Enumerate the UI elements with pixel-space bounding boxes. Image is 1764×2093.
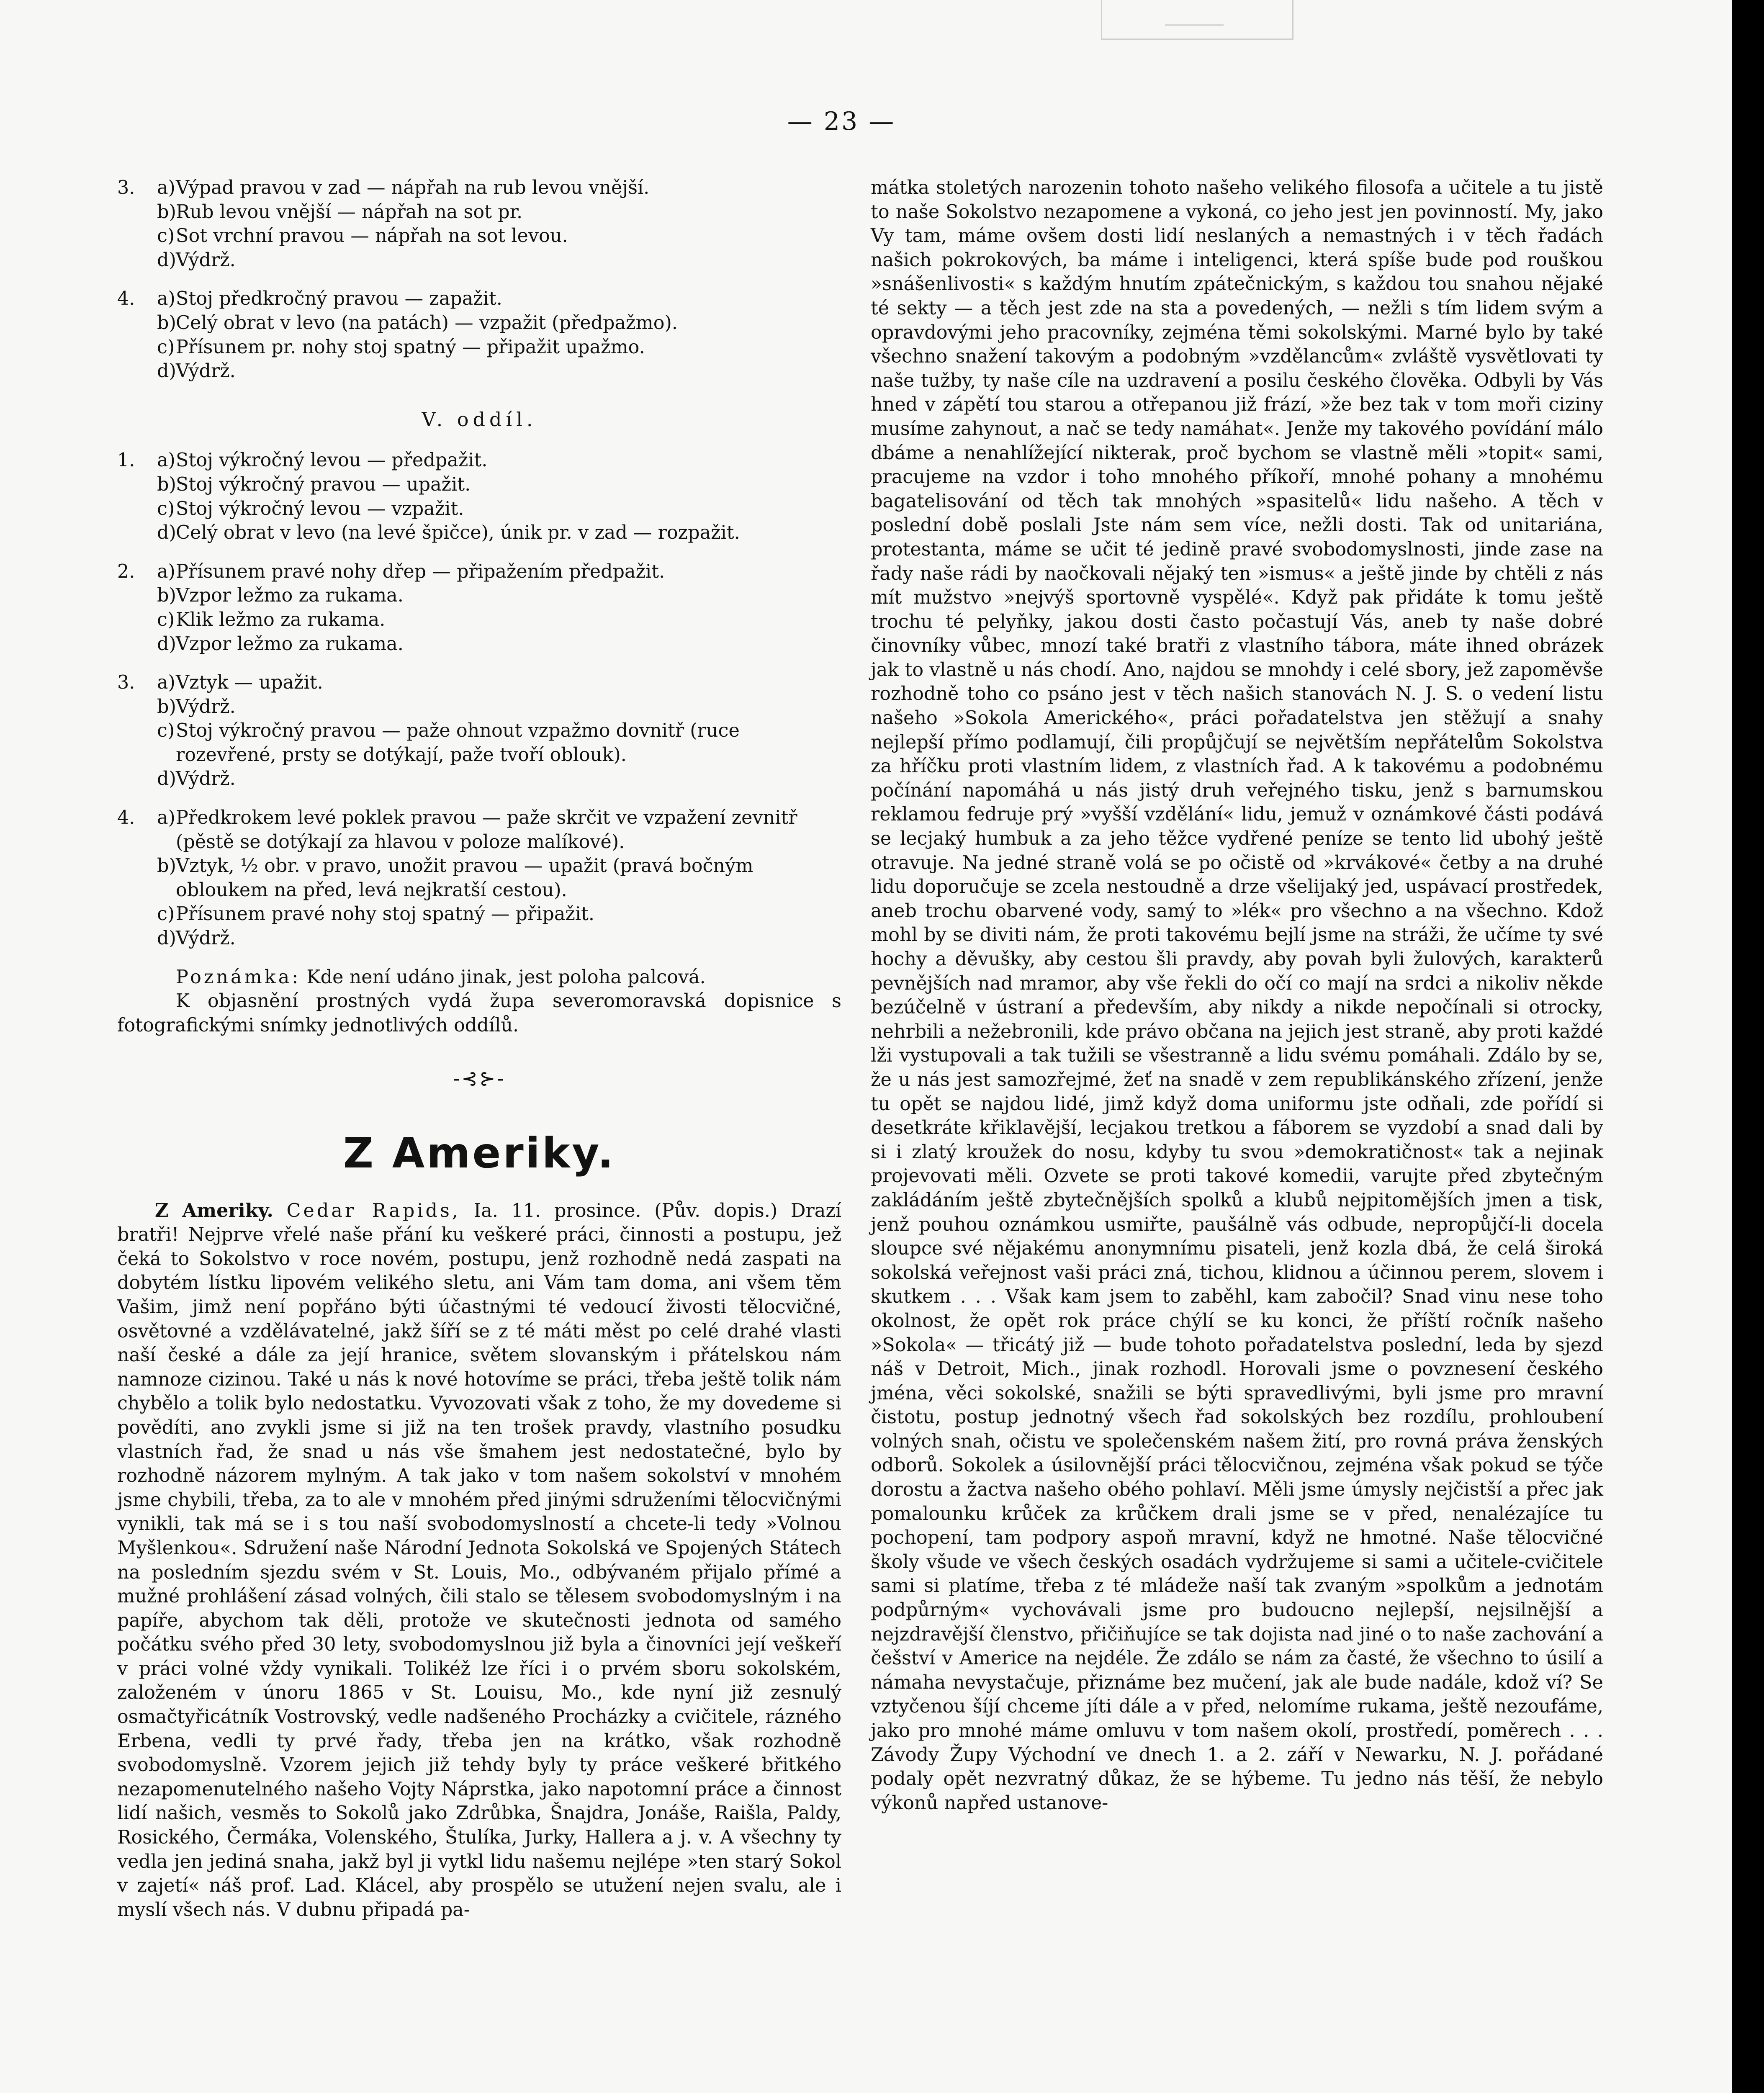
exercise-step (157, 497, 841, 521)
step-text: Celý obrat v levo (na patách) — vzpažit (předpažmo). (176, 312, 678, 334)
exercise-step (157, 521, 841, 545)
step-letter: c) (157, 903, 175, 925)
exercise-step (157, 608, 841, 632)
exercise-number: 2. (117, 561, 135, 582)
exercise-group (117, 806, 841, 951)
exercise-step (157, 584, 841, 608)
step-text: Sot vrchní pravou — nápřah na sot levou. (176, 225, 568, 247)
exercise-step (157, 359, 841, 383)
step-letter: c) (157, 720, 175, 742)
exercise-step (157, 335, 841, 360)
scan-mark (1101, 0, 1293, 40)
step-text: Stoj výkročný pravou — paže ohnout vzpažmo dovnitř (ruce rozevřené, prsty se dotýkají, paže tvoří oblouk). (176, 720, 740, 766)
step-text: Vzpor ležmo za rukama. (176, 633, 404, 655)
step-letter: b) (157, 855, 176, 877)
exercise-group (117, 671, 841, 791)
step-letter: a) (157, 177, 175, 198)
exercise-step (157, 671, 841, 695)
exercise-group (117, 176, 841, 272)
exercise-step (157, 560, 841, 584)
exercise-step (157, 719, 841, 767)
left-column (117, 176, 841, 1922)
step-letter: c) (157, 609, 175, 630)
article-title: Z Ameriky. (343, 1129, 616, 1178)
step-letter: d) (157, 360, 176, 382)
article-lead: Z Ameriky. (155, 1199, 273, 1221)
right-column (871, 176, 1603, 1815)
step-letter: d) (157, 768, 176, 790)
exercise-group (117, 287, 841, 383)
step-text: Vztyk — upažit. (176, 672, 323, 694)
exercise-number: 3. (117, 177, 135, 198)
article-body-right: mátka stoletých narozenin tohoto našeho velikého filosofa a učitele a tu jistě to naše Sokolstvo nezapomene a vykoná, co jeho jest jen povinností. My, jako Vy tam, máme ovšem dosti lidí neslaných a nemastných i v těch řadách našich pokrokových, ba máme i inteligenci, která spíše bude pod rouškou »snášenlivosti« s každým hnutím zpátečnickým, s každou tou snahou nějaké té sekty — a těch jest zde na sta a povedených, — nežli s tím lidem svým a opravdovými jeho pracovníky, zejména těmi sokolskými. Marné bylo by také všechno snažení takovým a podobným »vzdělancům« zvláště vysvětlovati ty naše tužby, ty naše cíle na uzdravení a posilu českého člověka. Odbyli by Vás hned v zápětí tou starou a otřepanou již frází, »že bez tak v tom moři ciziny musíme zahynout, a nač se tedy namáhat«. Jenže my takového povídání málo dbáme a nenahlížející nikterak, proč bychom se vlastně měli »topit« sami, pracujeme na vzdor i toho mnohého příkoří, mnohé pohany a mnohému bagatelisování od těch tak mnohých »spasitelů« lidu našeho. A těch v poslední době poslali Jste nám sem více, nežli dosti. Tak od unitariána, protestanta, máme se učit té jedině pravé svobodomyslnosti, jinde zase na řady naše rádi by naočkovali nějaký ten »ismus« a ještě jinde by chtěli z nás mít mužstvo »nejvýš sportovně vyspělé«. Když pak přidáte k tomu ještě trochu té pelyňky, jakou dosti často počastují Vás, aneb ty naše dobré činovníky vůbec, mnozí také bratři z vlastního tábora, máte ihned obrázek jak to vlastně u nás chodí. Ano, najdou se mnohdy i celé sbory, jež zapoměvše rozhodně toho co psáno jest v těch našich stanovách N. J. S. o vedení listu našeho »Sokola Amerického«, práci pořadatelstva jen stěžují a snahy nejlepší přímo podlamují, čili propůjčují se největším nepřátelům Sokolstva za hříčku proti vlastním lidem, z vlastních řad. A k takovému a podobnému počínání napomáhá u nás jistý druh veřejného tisku, jenž s barnumskou reklamou fedruje prý »vyšší vzdělání« lidu, jemuž v oznámkové části podává se lecjaký humbuk a za jeho těžce vydřené peníze se tento lid ubohý ještě otravuje. Na jedné straně volá se po očistě od »krvákové« četby a na druhé lidu doporučuje se zcela nestoudně a drze všelijaký jed, uspávací prostředek, aneb trochu obarvené vody, samý to »lék« pro všechno a na všechno. Kdož mohl by se diviti nám, že proti takovému bejlí jsme na stráži, že učíme ty své hochy a děvušky, aby cestou šli pravdy, aby povah byli žulových, karakterů pevnějších nad mramor, aby vše řekli do očí co mají na srdci a nikoliv někde bezúčelně v ústraní a především, aby nikdy a nikde nepočínali si otrocky, nehrbili a nežebronili, kde právo občana na jejich jest straně, aby proti každé lži vystupovali a tak tužili se všestranně a lidu svému pomáhali. Zdálo by se, že u nás jest samozřejmé, žeť na snadě v zem republikánského zřízení, jenže tu opět se najdou lidé, jimž když doma uniformu jste odňali, zde pořídí si desetkráte křiklavější, lecjakou tretkou a fáborem se vyzdobí a snad dali by si i zlatý kroužek do nosu, kdyby tu svou »demokratičnost« tak a nejinak projevovati měli. Ozvete se proti takové komedii, varujte před zbytečným zakládáním ještě zbytečnějších spolků a klubů nejpitomějších jmen a tisk, jenž pouhou oznámkou usmiřte, paušálně vás odbude, nepropůjčí-li docela sloupce své nějakému anonymnímu pisateli, jenž kozla dbá, že celá široká sokolská veřejnost vaši práci zná, tichou, klidnou a účinnou perem, slovem i skutkem . . . Však kam jsem to zaběhl, kam zabočil? Snad vinu nese toho okolnost, že opět rok práce chýlí se ku konci, že příští ročník našeho »Sokola« — třicátý již — bude tohoto pořadatelstva poslední, leda by sjezd náš v Detroit, Mich., jinak rozhodl. Horovali jsme o povznesení českého jména, věci sokolské, snažili se býti spravedlivými, byli jsme pro mravní čistotu, postup jednotný všech řad sokolských bez rozdílu, prohloubení volných snah, očistu ve společenském našem žití, pro rovná práva ženských odborů. Sokolek a úsilovnější práci tělocvičnou, zejména však pokud se týče dorostu a žactva našeho obého pohlaví. Měli jsme úmysly nejčistší a přec jak pomalounku krůček za krůčkem drali jsme se v před, nenalézajíce tu pochopení, tam podpory aspoň mravní, když ne hmotné. Naše tělocvičné školy všude ve všech českých osadách vydržujeme si sami a učitele-cvičitele sami si platíme, třeba z té mládeže naší tak zvaným »spolkům a jednotám podpůrným« vychovávali jsme pro budoucno nejlepší, nejsilnější a nejzdravější členstvo, přičiňujíce se tak dojista nad jiné o to naše zachování a češství v Americe na nejdéle. Že zdálo se nám za časté, že všechno to úsilí a námaha nevystačuje, přiznáme bez mučení, jak ale bude nadále, kdož ví? Se vztyčenou šíjí chceme jíti dále a v před, nelomíme rukama, ještě nezoufáme, jako pro mnohé máme omluvu v tom našem okolí, prostředí, poměrech . . . Závody Župy Východní ve dnech 1. a 2. září v Newarku, N. J. pořádané podaly opět nezvratný důkaz, že se hýbeme. Tu jedno nás těší, že nebylo výkonů napřed ustanove- (871, 177, 1603, 1814)
exercise-number: 3. (117, 672, 135, 694)
note-text: Kde není udáno jinak, jest poloha palcová. (301, 966, 706, 988)
exercise-groups-part-1 (117, 176, 841, 383)
exercise-group (117, 448, 841, 545)
ornament-divider: -⊰⊱- (453, 1067, 506, 1090)
exercise-step (157, 902, 841, 926)
step-text: Celý obrat v levo (na levé špičce), únik pr. v zad — rozpažit. (176, 522, 740, 544)
article-date: Ia. 11. prosince. (Pův. dopis.) (460, 1200, 778, 1221)
step-text: Výdrž. (176, 360, 236, 382)
step-letter: b) (157, 201, 176, 223)
step-text: Rub levou vnější — nápřah na sot pr. (176, 201, 523, 223)
exercise-step (157, 224, 841, 248)
step-text: Výdrž. (176, 696, 236, 717)
step-letter: c) (157, 336, 175, 358)
exercise-groups-part-2 (117, 448, 841, 950)
article-text: Drazí bratři! Nejprve vřelé naše přání ku veškeré práci, činnosti a postupu, jež čeká to Sokolstvo v roce novém, postupu, jenž rozhodně nedá zaspati na dobytém lístku lipovém velikého sletu, ani Vám tam doma, ani všem těm Vašim, jimž není popřáno býti účastnými té vedoucí živosti tělocvičné, osvětovné a vzdělávatelné, jakž šíří se z té máti měst po celé drahé vlasti naší české a dále za její hranice, světem slovanským i přátelskou nám namnoze cizinou. Také u nás k nové hotovíme se práci, třeba ještě tolik nám chybělo a tolik bylo nedostatku. Vyvozovati však z toho, že my dovedeme si povědíti, ano zvykli jsme si již na ten trošek pravdy, vlastního posudku vlastních řad, že snad u nás vše šmahem jest nedostatečné, bylo by rozhodně názorem mylným. A tak jako v tom našem sokolství v mnohém jsme chybili, třeba, za to ale v mnohém před jinými sdruženími tělocvičnými vynikli, tak má se i s tou naší svobodomyslností a chcete-li tedy »Volnou Myšlenkou«. Sdružení naše Národní Jednota Sokolská ve Spojených Státech na posledním sjezdu svém v St. Louis, Mo., odbývaném přijalo přímé a mužné prohlášení zásad volných, čili stalo se tělesem svobodomyslným i na papíře, abychom tak děli, protože ve skutečnosti jednota od samého počátku svého před 30 lety, svobodomyslnou již byla a činovníci její veškeří v práci volné vždy vynikali. Tolikéž lze říci i o prvém sboru sokolském, založeném v únoru 1865 v St. Louisu, Mo., kde nyní již zesnulý osmačtyřicátník Vostrovský, vedle nadšeného Procházky a cvičitele, rázného Erbena, vedli ty prvé řady, třeba jen na krátko, však rozhodně svobodomyslně. Vzorem jejich již tehdy byly ty práce veškeré břitkého nezapomenutelného našeho Vojty Náprstka, jako napotomní práce a činnost lidí našich, vesměs to Sokolů jako Zdrůbka, Šnajdra, Jonáše, Raišla, Paldy, Rosického, Čermáka, Volenského, Štulíka, Jurky, Hallera a j. v. A všechny ty vedla jen jediná snaha, jakž byl ji vytkl lidu našemu nejlépe »ten starý Sokol v zajetí« náš prof. Lad. Klácel, aby prospělo se utužení nejen svalu, ale i myslí všech nás. V dubnu připadá pa- (117, 1200, 842, 1921)
exercise-step (157, 200, 841, 224)
step-text: Klik ležmo za rukama. (176, 609, 386, 630)
note-label: Poznámka: (176, 966, 301, 988)
step-letter: d) (157, 633, 176, 655)
exercise-step (157, 176, 841, 200)
exercise-number: 4. (117, 288, 135, 310)
article-place: Cedar Rapids, (286, 1200, 461, 1221)
exercise-step (157, 287, 841, 311)
exercise-step (157, 448, 841, 473)
step-text: Výdrž. (176, 249, 236, 271)
step-text: Přísunem pr. nohy stoj spatný — připažit upažmo. (176, 336, 645, 358)
exercise-number: 4. (117, 807, 135, 829)
section-heading: V. oddíl. (422, 408, 537, 431)
note (117, 965, 841, 990)
exercise-step (157, 632, 841, 656)
step-letter: a) (157, 288, 175, 310)
exercise-step (157, 767, 841, 791)
step-text: Předkrokem levé poklek pravou — paže skrčit ve vzpažení zevnitř (pěstě se dotýkají za hlavou v poloze malíkové). (176, 807, 797, 853)
step-text: Vztyk, ½ obr. v pravo, unožit pravou — upažit (pravá bočným obloukem na před, levá nejkratší cestou). (176, 855, 753, 901)
exercise-number: 1. (117, 450, 135, 471)
step-letter: b) (157, 696, 176, 717)
step-letter: a) (157, 561, 175, 582)
article-body-left (117, 1199, 841, 1922)
step-letter: a) (157, 672, 175, 694)
exercise-step (157, 695, 841, 719)
step-text: Přísunem pravé nohy dřep — připažením předpažit. (176, 561, 665, 582)
step-letter: c) (157, 225, 175, 247)
exercise-step (157, 473, 841, 497)
exercise-group (117, 560, 841, 656)
step-letter: a) (157, 450, 175, 471)
exercise-step (157, 926, 841, 951)
step-letter: b) (157, 585, 176, 607)
step-text: Výpad pravou v zad — nápřah na rub levou vnější. (176, 177, 650, 198)
step-letter: c) (157, 498, 175, 519)
exercise-step (157, 248, 841, 273)
step-text: Vzpor ležmo za rukama. (176, 585, 404, 607)
step-text: Stoj výkročný levou — předpažit. (176, 450, 488, 471)
step-letter: d) (157, 522, 176, 544)
step-text: Přísunem pravé nohy stoj spatný — připažit. (176, 903, 595, 925)
exercise-step (157, 806, 841, 854)
step-letter: a) (157, 807, 175, 829)
exercise-step (157, 854, 841, 902)
step-text: Stoj výkročný levou — vzpažit. (176, 498, 464, 519)
step-letter: b) (157, 312, 176, 334)
step-text: Výdrž. (176, 928, 236, 949)
exercise-step (157, 311, 841, 335)
step-text: Výdrž. (176, 768, 236, 790)
step-letter: d) (157, 249, 176, 271)
page-number: — 23 — (787, 107, 896, 136)
step-letter: d) (157, 928, 176, 949)
step-letter: b) (157, 473, 176, 495)
step-text: Stoj předkročný pravou — zapažit. (176, 288, 502, 310)
note-secondary: K objasnění prostných vydá župa severomoravská dopisnice s fotografickými snímky jednotlivých oddílů. (117, 990, 841, 1036)
step-text: Stoj výkročný pravou — upažit. (176, 473, 471, 495)
